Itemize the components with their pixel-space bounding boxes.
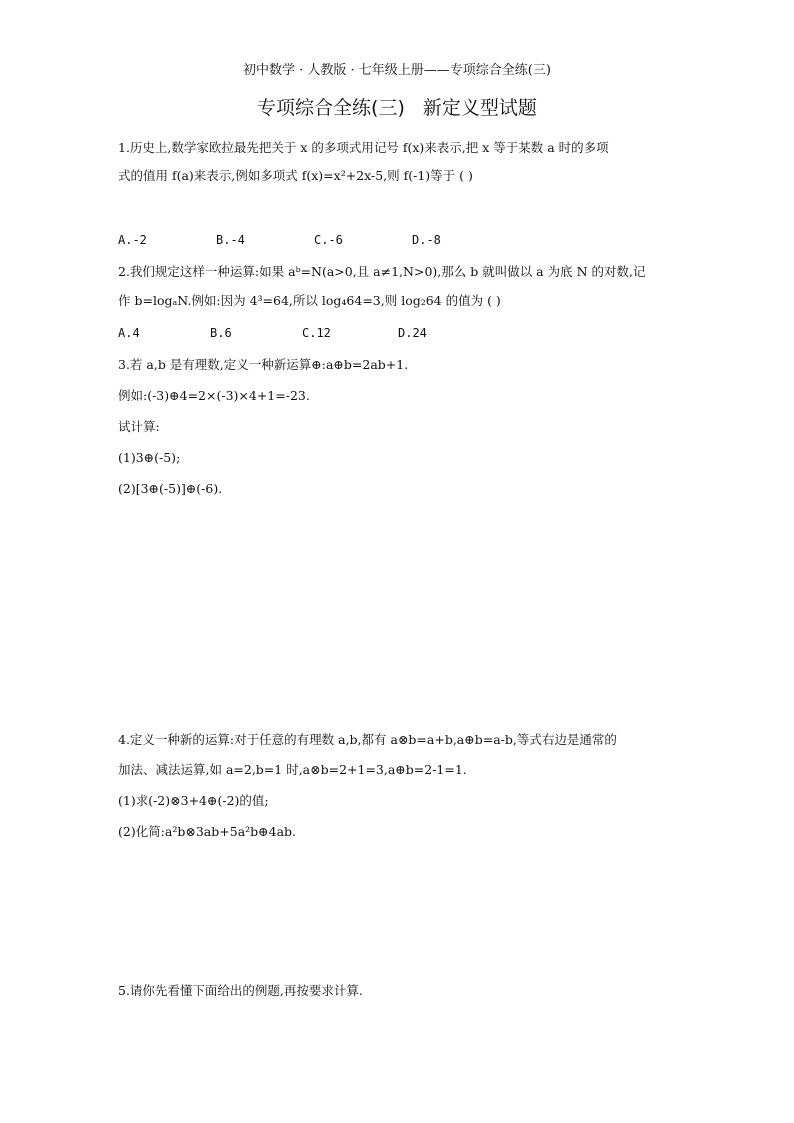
q2-line-2: 作 b=logₐN.例如:因为 4³=64,所以 log₄64=3,则 log₂64 的值为 ( ) bbox=[118, 293, 501, 308]
q1-option-c: C.-6 bbox=[314, 233, 343, 247]
q2-option-c: C.12 bbox=[302, 326, 331, 340]
q3-line-2: 例如:(-3)⊕4=2×(-3)×4+1=-23. bbox=[118, 388, 310, 403]
q1-option-b: B.-4 bbox=[216, 233, 245, 247]
q2-line-1: 2.我们规定这样一种运算:如果 aᵇ=N(a>0,且 a≠1,N>0),那么 b 就叫做以 a 为底 N 的对数,记 bbox=[118, 264, 646, 279]
q4-part-2: (2)化简:a²b⊗3ab+5a²b⊕4ab. bbox=[118, 824, 297, 839]
q2-option-a: A.4 bbox=[118, 326, 140, 340]
q1-line-1: 1.历史上,数学家欧拉最先把关于 x 的多项式用记号 f(x)来表示,把 x 等于某数 a 时的多项 bbox=[118, 140, 609, 155]
page-header: 初中数学 · 人教版 · 七年级上册——专项综合全练(三) bbox=[243, 63, 551, 78]
q2-option-d: D.24 bbox=[398, 326, 427, 340]
q1-line-2: 式的值用 f(a)来表示,例如多项式 f(x)=x²+2x-5,则 f(-1)等于 ( ) bbox=[118, 168, 473, 183]
q3-part-2: (2)[3⊕(-5)]⊕(-6). bbox=[118, 481, 223, 496]
q1-option-d: D.-8 bbox=[412, 233, 441, 247]
page-title bbox=[0, 95, 794, 121]
q3-line-1: 3.若 a,b 是有理数,定义一种新运算⊕:a⊕b=2ab+1. bbox=[118, 357, 409, 372]
q5-line-1: 5.请你先看懂下面给出的例题,再按要求计算. bbox=[118, 983, 363, 998]
q1-option-a: A.-2 bbox=[118, 233, 147, 247]
q4-line-2: 加法、减法运算,如 a=2,b=1 时,a⊗b=2+1=3,a⊕b=2-1=1. bbox=[118, 762, 467, 777]
q4-line-1: 4.定义一种新的运算:对于任意的有理数 a,b,都有 a⊗b=a+b,a⊕b=a-b,等式右边是通常的 bbox=[118, 732, 617, 747]
title-main: 专项综合全练(三) bbox=[257, 97, 405, 119]
q2-option-b: B.6 bbox=[210, 326, 232, 340]
q3-line-3: 试计算: bbox=[118, 419, 160, 434]
q4-part-1: (1)求(-2)⊗3+4⊕(-2)的值; bbox=[118, 793, 269, 808]
title-sub: 新定义型试题 bbox=[422, 97, 537, 119]
q3-part-1: (1)3⊕(-5); bbox=[118, 450, 181, 465]
